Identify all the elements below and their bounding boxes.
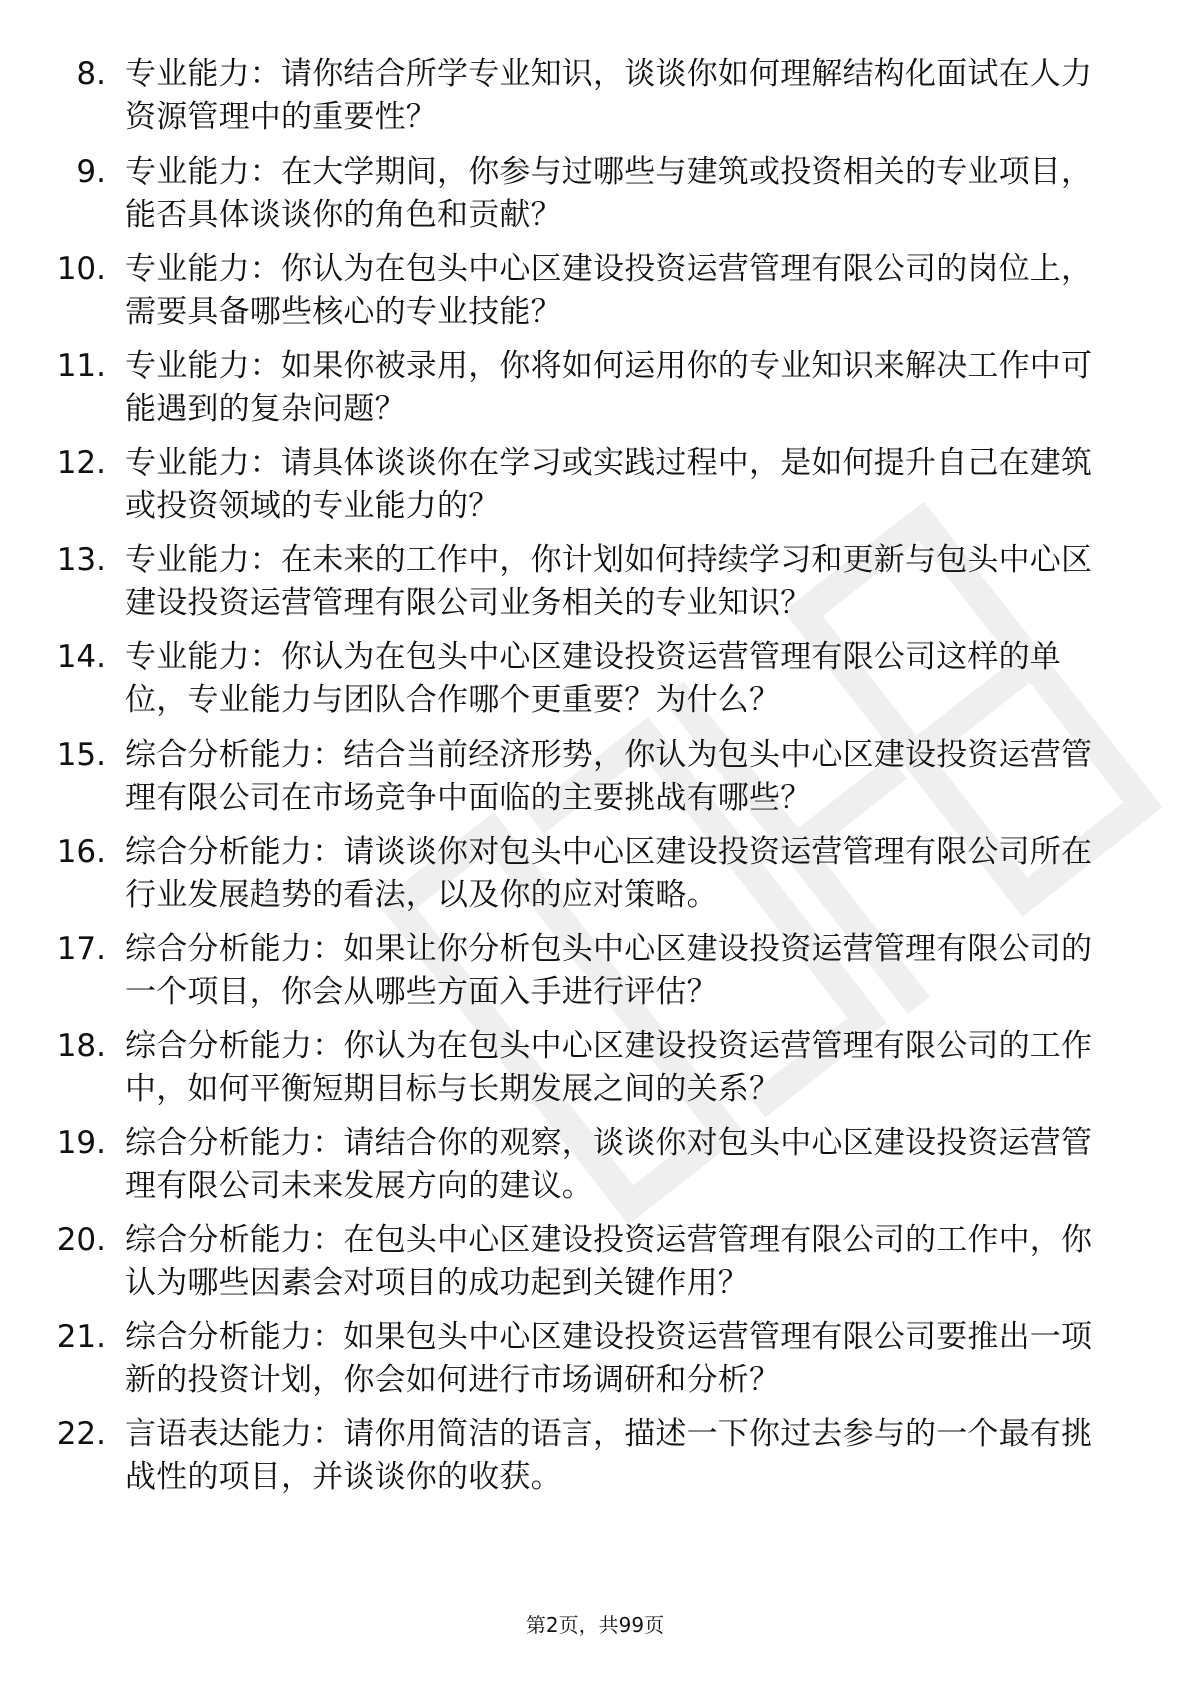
- question-text: 综合分析能力：在包头中心区建设投资运营管理有限公司的工作中，你认为哪些因素会对项目的成功起到关键作用？: [125, 1222, 1093, 1301]
- question-number: 8.: [76, 56, 106, 92]
- question-number: 21.: [56, 1319, 106, 1355]
- question-text: 专业能力：在大学期间，你参与过哪些与建筑或投资相关的专业项目，能否具体谈谈你的角色和贡献？: [125, 154, 1093, 233]
- question-text: 专业能力：你认为在包头中心区建设投资运营管理有限公司的岗位上，需要具备哪些核心的专业技能？: [125, 251, 1093, 330]
- page-number-label: 第2页，共99页: [525, 1613, 665, 1637]
- question-number: 12.: [56, 445, 106, 481]
- question-number: 19.: [56, 1125, 106, 1161]
- question-item: [0, 345, 1190, 435]
- question-text: 综合分析能力：你认为在包头中心区建设投资运营管理有限公司的工作中，如何平衡短期目标与长期发展之间的关系？: [125, 1028, 1093, 1107]
- question-number: 13.: [56, 542, 106, 578]
- question-text: 综合分析能力：请谈谈你对包头中心区建设投资运营管理有限公司所在行业发展趋势的看法，以及你的应对策略。: [125, 834, 1093, 913]
- question-text: 综合分析能力：如果包头中心区建设投资运营管理有限公司要推出一项新的投资计划，你会如何进行市场调研和分析？: [125, 1319, 1093, 1398]
- question-number: 15.: [56, 737, 106, 773]
- question-text: 专业能力：请具体谈谈你在学习或实践过程中，是如何提升自己在建筑或投资领域的专业能力的？: [125, 445, 1093, 524]
- question-number: 10.: [56, 251, 106, 287]
- question-item: [0, 53, 1190, 143]
- question-item: [0, 636, 1190, 726]
- question-text: 专业能力：在未来的工作中，你计划如何持续学习和更新与包头中心区建设投资运营管理有限公司业务相关的专业知识？: [125, 542, 1093, 621]
- page-footer: [0, 1611, 1190, 1639]
- question-number: 16.: [56, 834, 106, 870]
- question-item: [0, 1413, 1190, 1503]
- question-item: [0, 151, 1190, 241]
- question-text: 言语表达能力：请你用简洁的语言，描述一下你过去参与的一个最有挑战性的项目，并谈谈你的收获。: [125, 1416, 1093, 1495]
- question-item: [0, 1316, 1190, 1406]
- question-text: 专业能力：请你结合所学专业知识，谈谈你如何理解结构化面试在人力资源管理中的重要性？: [125, 56, 1093, 135]
- question-item: [0, 442, 1190, 532]
- question-item: [0, 1025, 1190, 1115]
- question-number: 11.: [56, 348, 106, 384]
- question-item: [0, 928, 1190, 1018]
- question-text: 专业能力：你认为在包头中心区建设投资运营管理有限公司这样的单位，专业能力与团队合作哪个更重要？为什么？: [125, 639, 1061, 718]
- question-number: 20.: [56, 1222, 106, 1258]
- question-item: [0, 831, 1190, 921]
- question-number: 17.: [56, 931, 106, 967]
- question-text: 专业能力：如果你被录用，你将如何运用你的专业知识来解决工作中可能遇到的复杂问题？: [125, 348, 1093, 427]
- question-item: [0, 734, 1190, 824]
- question-item: [0, 1122, 1190, 1212]
- question-item: [0, 1219, 1190, 1309]
- question-text: 综合分析能力：请结合你的观察，谈谈你对包头中心区建设投资运营管理有限公司未来发展方向的建议。: [125, 1125, 1093, 1204]
- question-number: 22.: [56, 1416, 106, 1452]
- question-item: [0, 248, 1190, 338]
- question-number: 9.: [76, 154, 106, 190]
- question-number: 18.: [56, 1028, 106, 1064]
- question-item: [0, 539, 1190, 629]
- question-number: 14.: [56, 639, 106, 675]
- question-text: 综合分析能力：如果让你分析包头中心区建设投资运营管理有限公司的一个项目，你会从哪些方面入手进行评估？: [125, 931, 1093, 1010]
- question-text: 综合分析能力：结合当前经济形势，你认为包头中心区建设投资运营管理有限公司在市场竞争中面临的主要挑战有哪些？: [125, 737, 1093, 816]
